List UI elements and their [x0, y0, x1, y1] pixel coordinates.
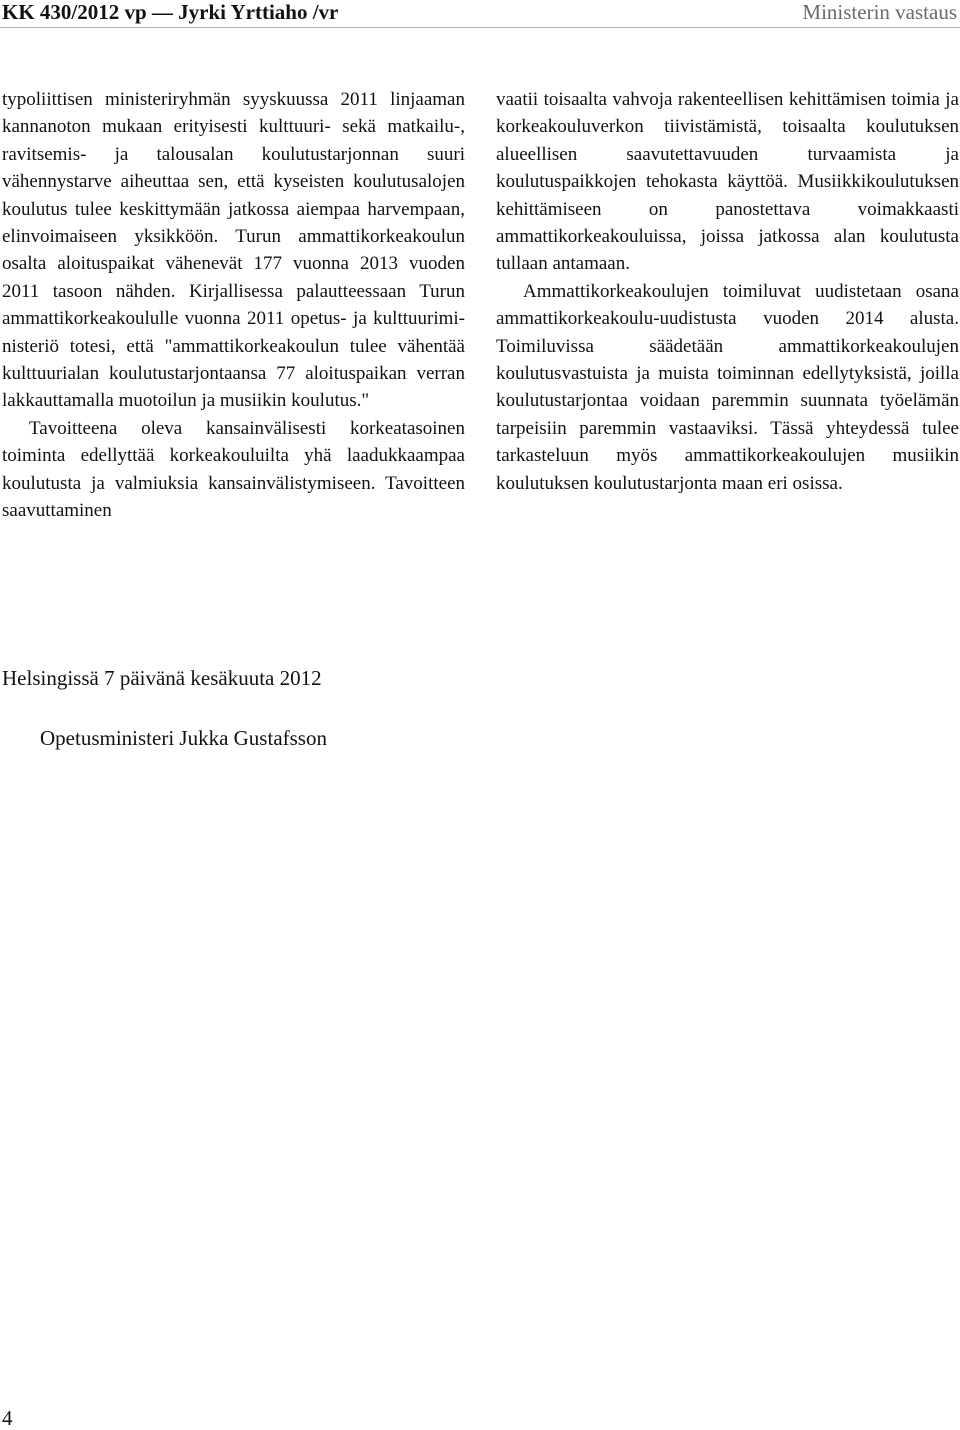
body-paragraph: vaatii toisaalta vahvoja rakenteellisen kehittämisen toimia ja korkeakouluverkon tiivistämistä, toisaalta koulutuksen alueellisen saavutettavuuden turvaamista ja koulutuspaikkojen tehokasta käyttöä. Musiikkikoulutuksen kehittämiseen on panostettava voimakkaasti ammattikorkeakouluissa, joissa jatkossa alan koulutusta tullaan antamaan.: [496, 89, 959, 275]
signature-signer: Opetusministeri Jukka Gustafsson: [40, 726, 327, 750]
header-divider: [0, 27, 960, 28]
document-reference: KK 430/2012 vp — Jyrki Yrttiaho /vr: [2, 0, 339, 24]
page-number: 4: [2, 1406, 13, 1430]
body-paragraph: Ammattikorkeakoulujen toimiluvat uudistetaan osana ammattikorkeakoulu-uudistusta vuoden 2014 alusta. Toimiluvissa säädetään ammattikorkeakoulujen koulutusvastuista ja muista toiminnan edellytyksistä, joilla koulutustarjontaa voidaan paremmin suunnata työelämän tarpeisiin paremmin vastaaviksi. Tässä yhteydessä tulee tarkasteluun myös ammattikorkeakoulujen musiikin koulutuksen koulutustarjonta maan eri osissa.: [496, 280, 959, 494]
right-column: [496, 86, 959, 497]
body-paragraph: typoliittisen ministeriryhmän syyskuussa 2011 linjaaman kannanoton mukaan erityisesti kulttuuri- sekä matkailu-, ravitsemis- ja talousalan koulutustarjonnan suuri vähennystarve aiheuttaa sen, että kyseisten koulutusalojen koulutus tulee keskittymään jatkossa aiempaa harvempaan, elinvoimaiseen yksikköön. Turun ammattikorkeakoulun osalta aloituspaikat vähenevät 177 vuonna 2013 vuoden 2011 tasoon nähden. Kirjallisessa palautteessaan Turun ammattikorkeakoululle vuonna 2011 opetus- ja kulttuuriministeriö totesi, että "ammattikorkeakoulun tulee vähentää kulttuurialan koulutustarjontaansa 77 aloituspaikan verran lakkauttamalla muotoilun ja musiikin koulutus.": [2, 89, 465, 412]
left-column: [2, 86, 465, 525]
body-paragraph: Tavoitteena oleva kansainvälisesti korkeatasoinen toiminta edellyttää korkeakouluilta yhä laadukkaampaa koulutusta ja valmiuksia kansainvälistymiseen. Tavoitteen saavuttaminen: [2, 417, 465, 522]
signature-place-date: Helsingissä 7 päivänä kesäkuuta 2012: [2, 666, 322, 690]
section-title: Ministerin vastaus: [802, 0, 957, 24]
